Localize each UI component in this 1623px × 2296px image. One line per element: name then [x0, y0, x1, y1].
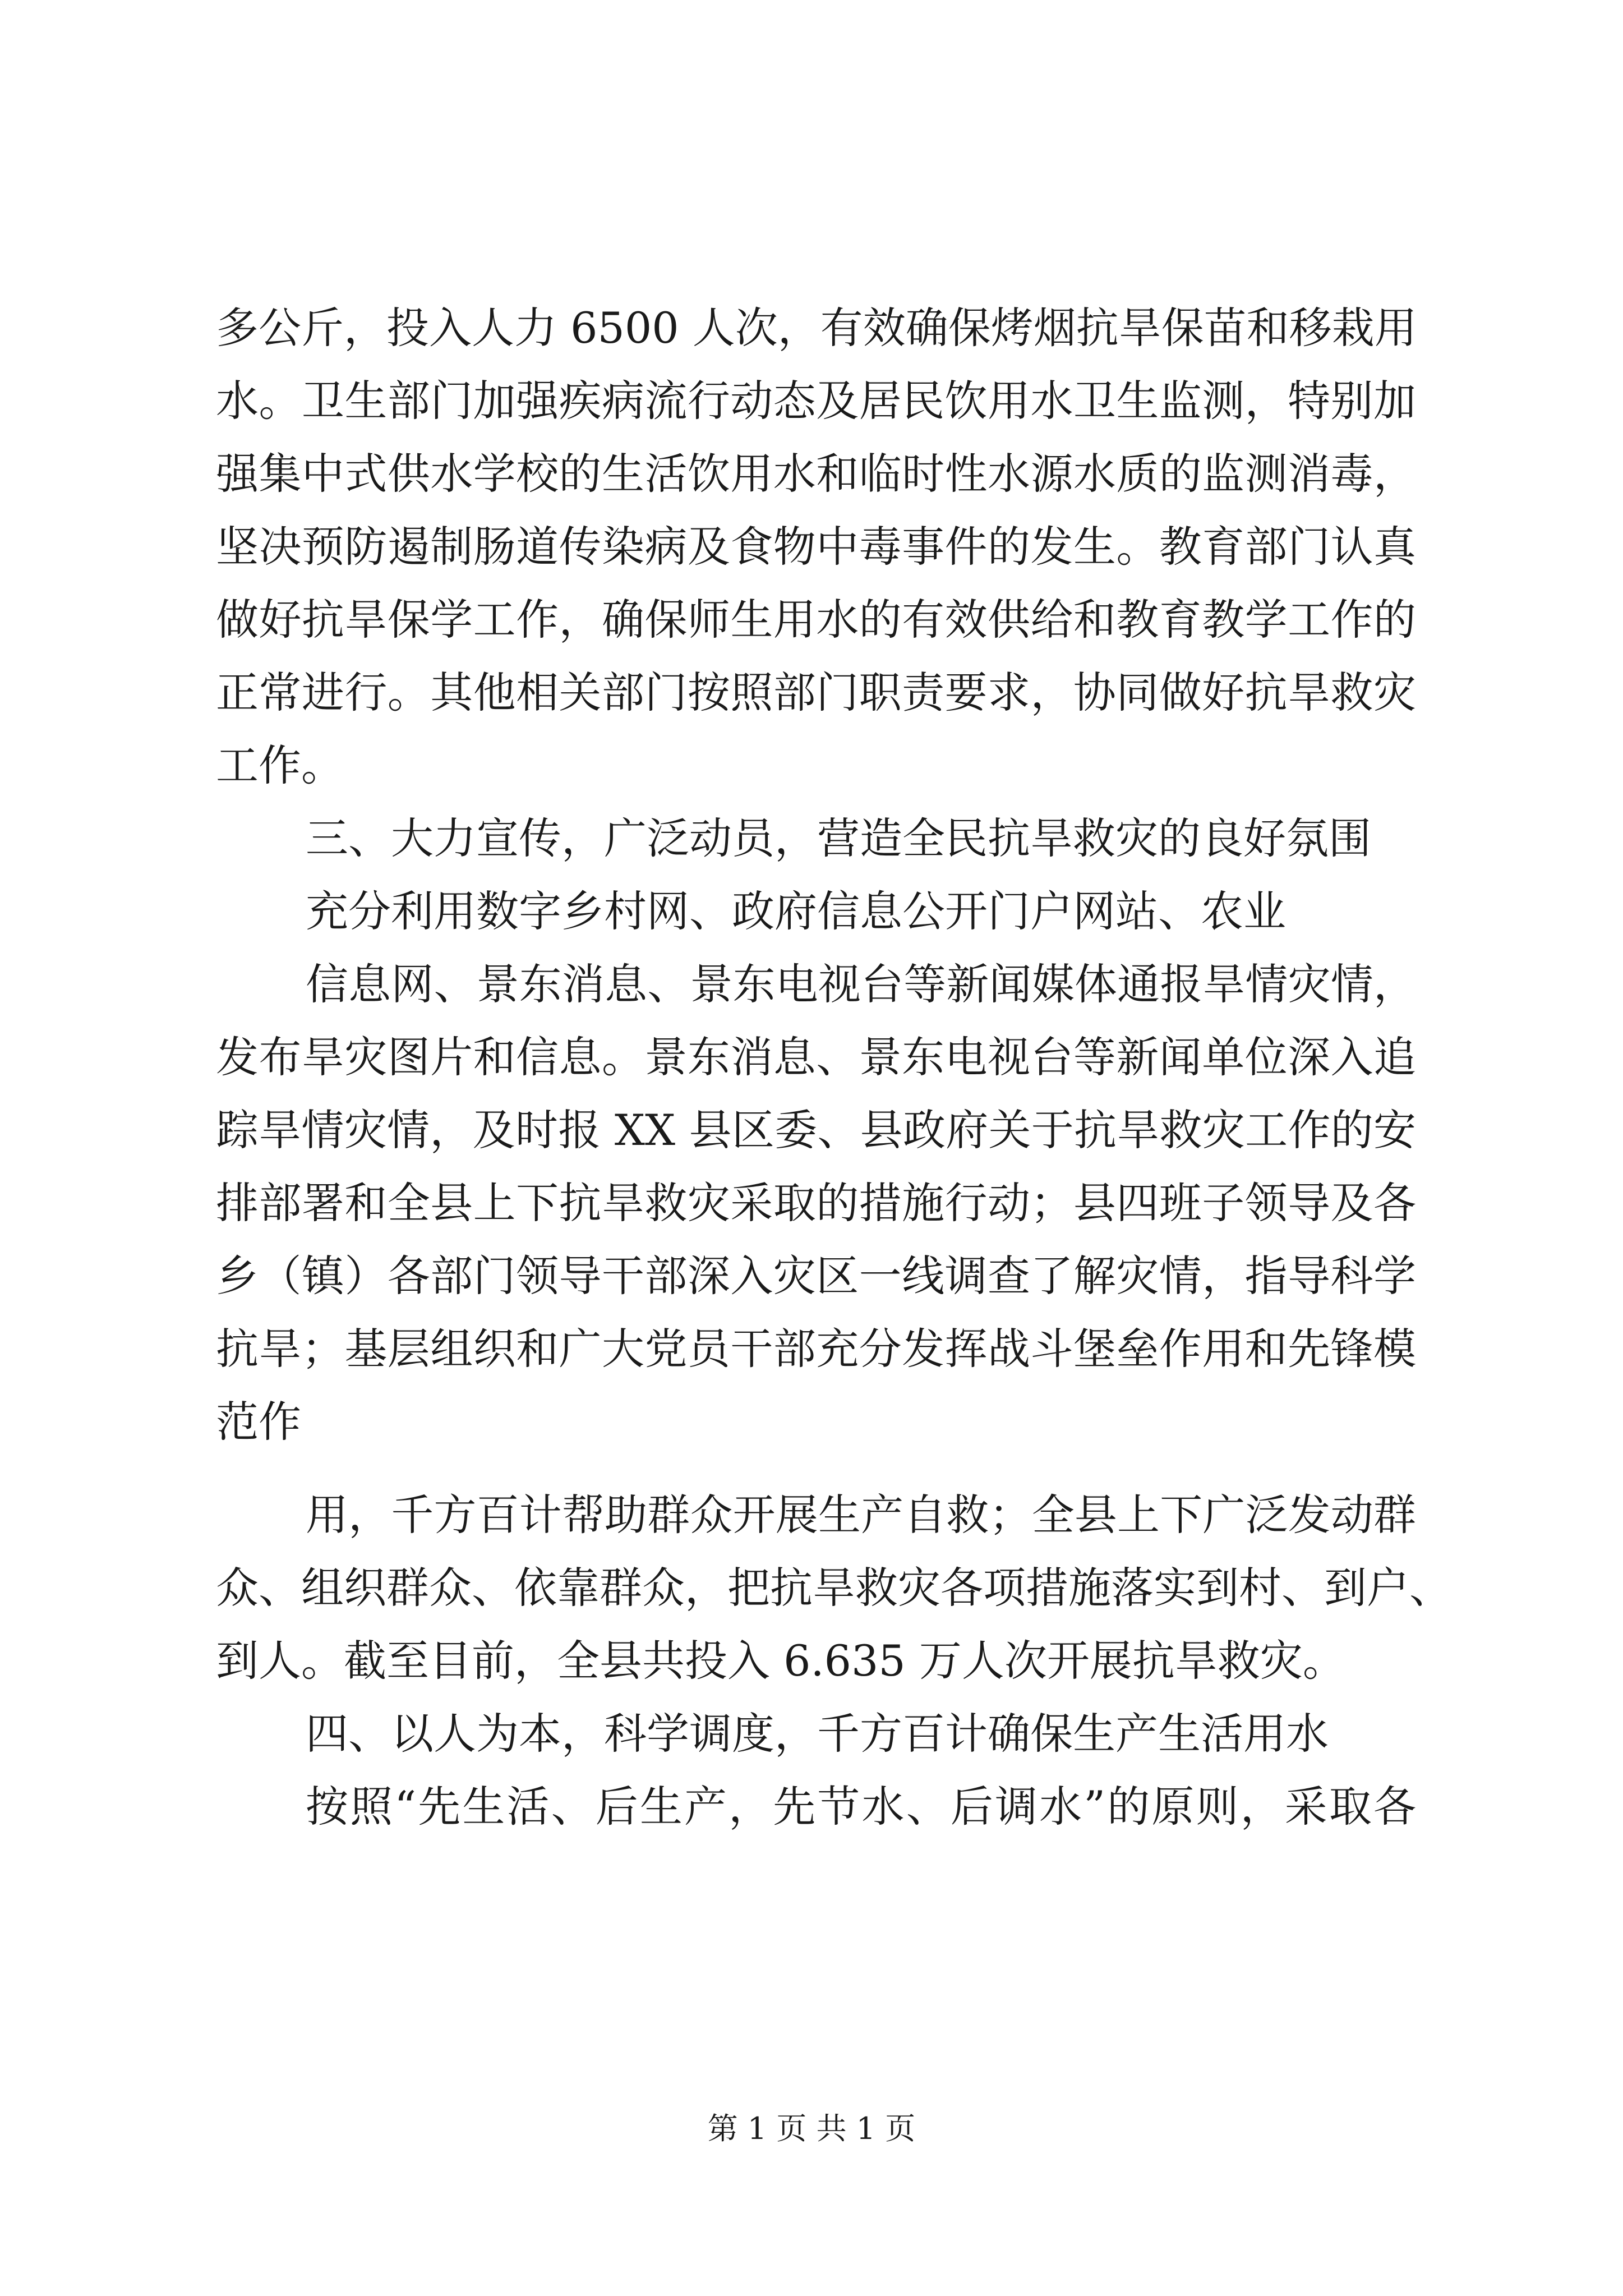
document-body	[216, 292, 1452, 1843]
text-line: 信息网、景东消息、景东电视台等新闻媒体通报旱情灾情，	[306, 959, 1416, 1009]
text-line: 水。卫生部门加强疾病流行动态及居民饮用水卫生监测，特别加	[216, 376, 1416, 426]
text-line: 充分利用数字乡村网、政府信息公开门户网站、农业	[306, 886, 1286, 936]
text-line: 坚决预防遏制肠道传染病及食物中毒事件的发生。教育部门认真	[216, 522, 1416, 572]
text-line: 到人。截至目前，全县共投入 6.635 万人次开展抗旱救灾。	[216, 1636, 1345, 1686]
text-line: 做好抗旱保学工作，确保师生用水的有效供给和教育教学工作的	[216, 595, 1416, 645]
text-line: 踪旱情灾情，及时报 XX 县区委、县政府关于抗旱救灾工作的安	[216, 1105, 1416, 1155]
text-line: 乡（镇）各部门领导干部深入灾区一线调查了解灾情，指导科学	[216, 1251, 1416, 1301]
section-heading: 三、大力宣传，广泛动员，营造全民抗旱救灾的良好氛围	[306, 813, 1371, 863]
text-line: 排部署和全县上下抗旱救灾采取的措施行动；县四班子领导及各	[216, 1178, 1416, 1228]
text-line: 用，千方百计帮助群众开展生产自救；全县上下广泛发动群	[306, 1490, 1416, 1540]
text-line: 多公斤，投入人力 6500 人次，有效确保烤烟抗旱保苗和移栽用	[216, 303, 1417, 353]
text-line: 正常进行。其他相关部门按照部门职责要求，协同做好抗旱救灾	[216, 668, 1416, 717]
section-heading: 四、以人为本，科学调度，千方百计确保生产生活用水	[306, 1709, 1329, 1759]
text-line: 工作。	[216, 740, 344, 790]
text-line: 发布旱灾图片和信息。景东消息、景东电视台等新闻单位深入追	[216, 1032, 1416, 1082]
text-line: 众、组织群众、依靠群众，把抗旱救灾各项措施落实到村、到户、	[216, 1563, 1452, 1613]
text-line: 强集中式供水学校的生活饮用水和临时性水源水质的监测消毒，	[216, 449, 1416, 499]
text-line: 抗旱；基层组织和广大党员干部充分发挥战斗堡垒作用和先锋模	[216, 1324, 1416, 1374]
text-line: 按照“先生活、后生产，先节水、后调水”的原则，采取各	[306, 1782, 1416, 1832]
text-line: 范作	[216, 1397, 301, 1447]
page-number-footer: 第 1 页 共 1 页	[707, 2111, 916, 2146]
